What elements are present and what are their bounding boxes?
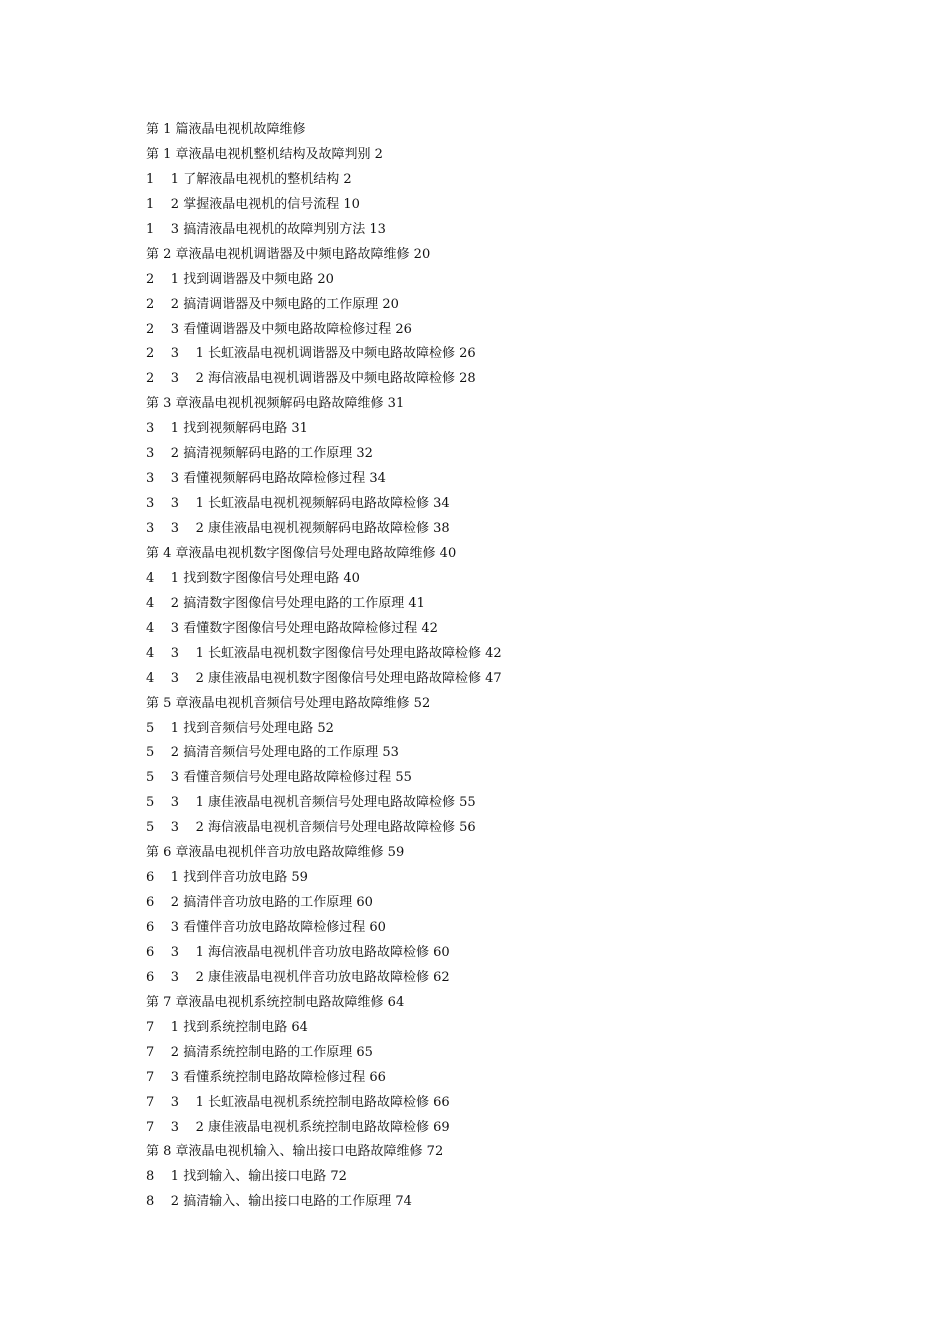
toc-line: 1 1 了解液晶电视机的整机结构 2	[146, 171, 352, 187]
toc-line: 第 2 章液晶电视机调谐器及中频电路故障维修 20	[146, 246, 431, 262]
toc-line: 5 1 找到音频信号处理电路 52	[146, 720, 334, 736]
toc-line: 3 3 看懂视频解码电路故障检修过程 34	[146, 471, 386, 487]
toc-line: 2 3 1 长虹液晶电视机调谐器及中频电路故障检修 26	[146, 346, 476, 362]
toc-line: 第 4 章液晶电视机数字图像信号处理电路故障维修 40	[146, 545, 457, 561]
toc-line: 2 3 看懂调谐器及中频电路故障检修过程 26	[146, 321, 412, 337]
toc-line: 4 1 找到数字图像信号处理电路 40	[146, 570, 360, 586]
toc-line: 7 3 2 康佳液晶电视机系统控制电路故障检修 69	[146, 1119, 450, 1135]
toc-line: 第 7 章液晶电视机系统控制电路故障维修 64	[146, 994, 405, 1010]
toc-line: 6 3 看懂伴音功放电路故障检修过程 60	[146, 920, 386, 935]
toc-line: 第 8 章液晶电视机输入、输出接口电路故障维修 72	[146, 1144, 444, 1160]
toc-line: 1 3 搞清液晶电视机的故障判别方法 13	[146, 221, 386, 237]
toc-line: 第 6 章液晶电视机伴音功放电路故障维修 59	[146, 845, 405, 861]
toc-line: 第 5 章液晶电视机音频信号处理电路故障维修 52	[146, 695, 431, 711]
toc-line: 5 3 看懂音频信号处理电路故障检修过程 55	[146, 770, 412, 786]
toc-line: 3 3 1 长虹液晶电视机视频解码电路故障检修 34	[146, 496, 450, 512]
table-of-contents	[146, 118, 906, 1215]
toc-line: 3 2 搞清视频解码电路的工作原理 32	[146, 446, 373, 462]
toc-line: 第 1 篇液晶电视机故障维修	[146, 122, 306, 137]
toc-line: 3 1 找到视频解码电路 31	[146, 421, 308, 437]
toc-line: 第 3 章液晶电视机视频解码电路故障维修 31	[146, 396, 405, 412]
toc-line: 6 1 找到伴音功放电路 59	[146, 870, 308, 886]
toc-line: 4 3 2 康佳液晶电视机数字图像信号处理电路故障检修 47	[146, 670, 502, 686]
toc-line: 8 1 找到输入、输出接口电路 72	[146, 1169, 347, 1185]
toc-line: 5 3 2 海信液晶电视机音频信号处理电路故障检修 56	[146, 820, 476, 836]
toc-line: 7 3 1 长虹液晶电视机系统控制电路故障检修 66	[146, 1094, 450, 1110]
toc-line: 5 2 搞清音频信号处理电路的工作原理 53	[146, 745, 399, 761]
toc-line: 2 1 找到调谐器及中频电路 20	[146, 271, 334, 287]
toc-line: 2 3 2 海信液晶电视机调谐器及中频电路故障检修 28	[146, 371, 476, 387]
toc-line: 2 2 搞清调谐器及中频电路的工作原理 20	[146, 296, 399, 312]
toc-line: 5 3 1 康佳液晶电视机音频信号处理电路故障检修 55	[146, 795, 476, 811]
toc-line: 4 3 1 长虹液晶电视机数字图像信号处理电路故障检修 42	[146, 645, 502, 661]
toc-line: 7 1 找到系统控制电路 64	[146, 1019, 308, 1035]
toc-line: 4 3 看懂数字图像信号处理电路故障检修过程 42	[146, 620, 438, 636]
toc-line: 6 3 1 海信液晶电视机伴音功放电路故障检修 60	[146, 944, 450, 960]
toc-line: 6 2 搞清伴音功放电路的工作原理 60	[146, 895, 373, 911]
toc-line: 4 2 搞清数字图像信号处理电路的工作原理 41	[146, 595, 425, 611]
toc-line: 7 2 搞清系统控制电路的工作原理 65	[146, 1044, 373, 1060]
toc-line: 6 3 2 康佳液晶电视机伴音功放电路故障检修 62	[146, 969, 450, 985]
toc-line: 8 2 搞清输入、输出接口电路的工作原理 74	[146, 1194, 412, 1210]
toc-line: 1 2 掌握液晶电视机的信号流程 10	[146, 196, 360, 212]
toc-line: 3 3 2 康佳液晶电视机视频解码电路故障检修 38	[146, 521, 450, 536]
toc-line: 第 1 章液晶电视机整机结构及故障判别 2	[146, 146, 383, 162]
toc-line: 7 3 看懂系统控制电路故障检修过程 66	[146, 1069, 386, 1085]
